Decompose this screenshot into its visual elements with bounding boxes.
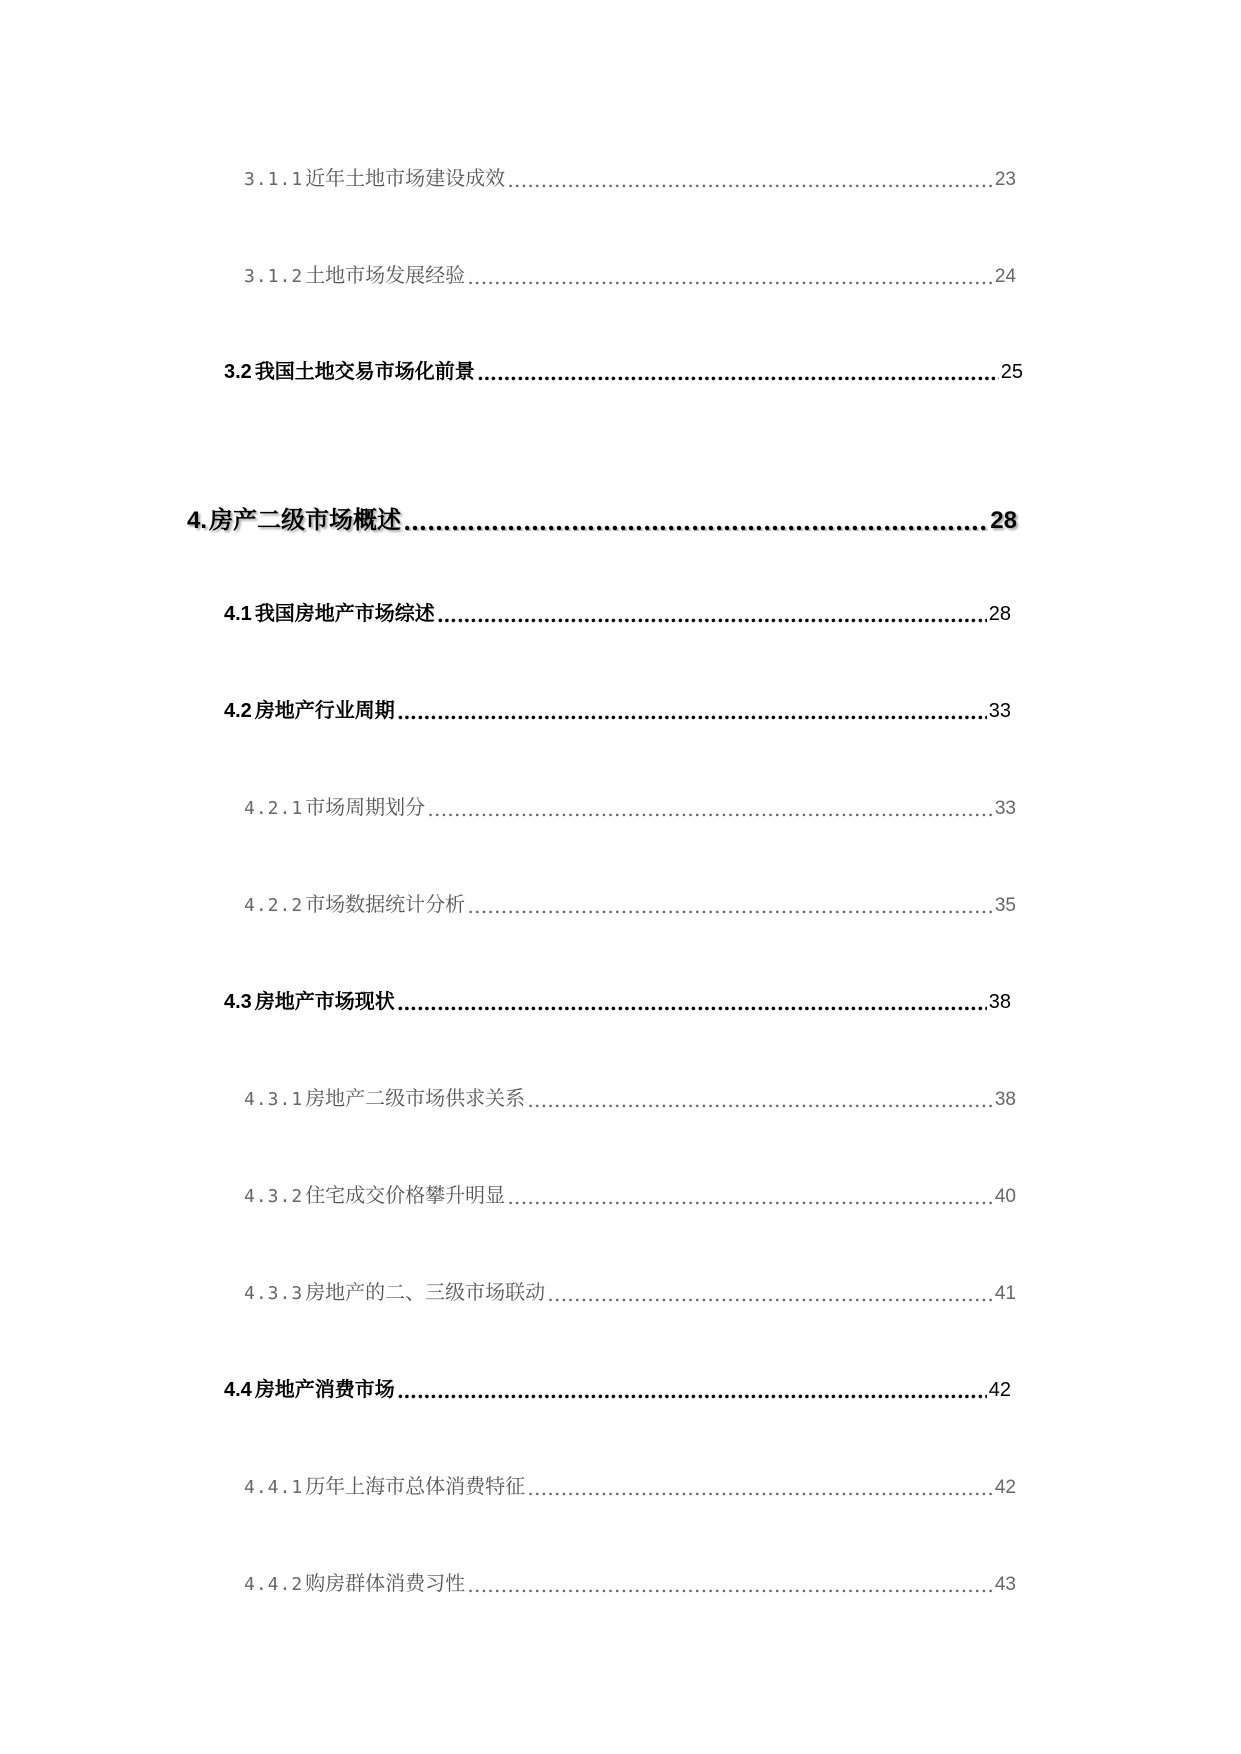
dot-leader — [477, 361, 999, 381]
toc-page-number: 28 — [988, 603, 1011, 625]
toc-number: 4.4.1 — [244, 1477, 304, 1498]
toc-title: 房地产市场现状 — [254, 989, 395, 1013]
toc-title: 房地产行业周期 — [254, 698, 395, 722]
dot-leader — [507, 1185, 993, 1205]
toc-number: 4.4.2 — [244, 1574, 304, 1595]
toc-entry-3-2[interactable] — [224, 355, 1023, 384]
toc-title: 我国房地产市场综述 — [254, 601, 435, 625]
toc-title: 房地产消费市场 — [254, 1377, 395, 1401]
toc-page-number: 42 — [994, 1477, 1016, 1498]
toc-number: 3.2 — [224, 361, 252, 383]
toc-number: 4.2.2 — [244, 895, 304, 916]
toc-page-number: 24 — [994, 266, 1016, 287]
toc-page-number: 33 — [988, 700, 1011, 722]
toc-title: 土地市场发展经验 — [305, 263, 466, 287]
dot-leader — [437, 603, 987, 623]
toc-title: 房地产二级市场供求关系 — [305, 1086, 526, 1110]
toc-entry-4-3-2[interactable] — [244, 1179, 1016, 1208]
toc-title: 我国土地交易市场化前景 — [254, 359, 475, 383]
toc-page-number: 38 — [994, 1089, 1016, 1110]
toc-title: 住宅成交价格攀升明显 — [305, 1183, 506, 1207]
toc-page-number: 28 — [990, 507, 1017, 534]
toc-entry-4-1[interactable] — [224, 597, 1011, 626]
toc-entry-3-1-1[interactable] — [244, 162, 1016, 191]
toc-number: 3.1.1 — [244, 169, 304, 190]
toc-page-number: 25 — [1000, 361, 1023, 383]
dot-leader — [507, 168, 993, 188]
toc-number: 4.3 — [224, 991, 252, 1013]
toc-number: 4.4 — [224, 1379, 252, 1401]
toc-title: 房地产的二、三级市场联动 — [305, 1280, 546, 1304]
toc-page-number: 41 — [994, 1283, 1016, 1304]
toc-number: 3.1.2 — [244, 266, 304, 287]
toc-page-number: 42 — [988, 1379, 1011, 1401]
toc-entry-4-3[interactable] — [224, 985, 1011, 1014]
toc-entry-4-4-1[interactable] — [244, 1470, 1016, 1499]
dot-leader — [397, 991, 987, 1011]
toc-entry-3-1-2[interactable] — [244, 259, 1016, 288]
toc-number: 4.1 — [224, 603, 252, 625]
toc-entry-4-4[interactable] — [224, 1373, 1011, 1402]
dot-leader — [427, 797, 993, 817]
toc-number: 4.2.1 — [244, 798, 304, 819]
toc-page-number: 43 — [994, 1574, 1016, 1595]
toc-title: 市场周期划分 — [305, 795, 426, 819]
dot-leader — [397, 700, 987, 720]
toc-title: 历年上海市总体消费特征 — [305, 1474, 526, 1498]
toc-page-number: 40 — [994, 1186, 1016, 1207]
toc-entry-4-3-1[interactable] — [244, 1082, 1016, 1111]
toc-entry-4-4-2[interactable] — [244, 1567, 1016, 1596]
toc-page-number: 23 — [994, 169, 1016, 190]
toc-entry-4-2-1[interactable] — [244, 791, 1016, 820]
toc-title: 近年土地市场建设成效 — [305, 166, 506, 190]
toc-title: 房产二级市场概述 — [209, 505, 402, 534]
dot-leader — [467, 1573, 993, 1593]
dot-leader — [547, 1282, 993, 1302]
dot-leader — [527, 1476, 993, 1496]
toc-title: 市场数据统计分析 — [305, 892, 466, 916]
toc-page-number: 33 — [994, 798, 1016, 819]
toc-entry-4-2-2[interactable] — [244, 888, 1016, 917]
toc-page-number: 35 — [994, 895, 1016, 916]
dot-leader — [467, 894, 993, 914]
toc-number: 4. — [187, 507, 208, 534]
toc-entry-4-2[interactable] — [224, 694, 1011, 723]
dot-leader — [527, 1088, 993, 1108]
toc-title: 购房群体消费习性 — [305, 1571, 466, 1595]
toc-entry-4[interactable] — [187, 500, 1017, 535]
toc-number: 4.3.3 — [244, 1283, 304, 1304]
dot-leader — [403, 507, 988, 531]
toc-number: 4.2 — [224, 700, 252, 722]
toc-number: 4.3.2 — [244, 1186, 304, 1207]
dot-leader — [397, 1379, 987, 1399]
toc-number: 4.3.1 — [244, 1089, 304, 1110]
toc-page-number: 38 — [988, 991, 1011, 1013]
toc-entry-4-3-3[interactable] — [244, 1276, 1016, 1305]
dot-leader — [467, 265, 993, 285]
